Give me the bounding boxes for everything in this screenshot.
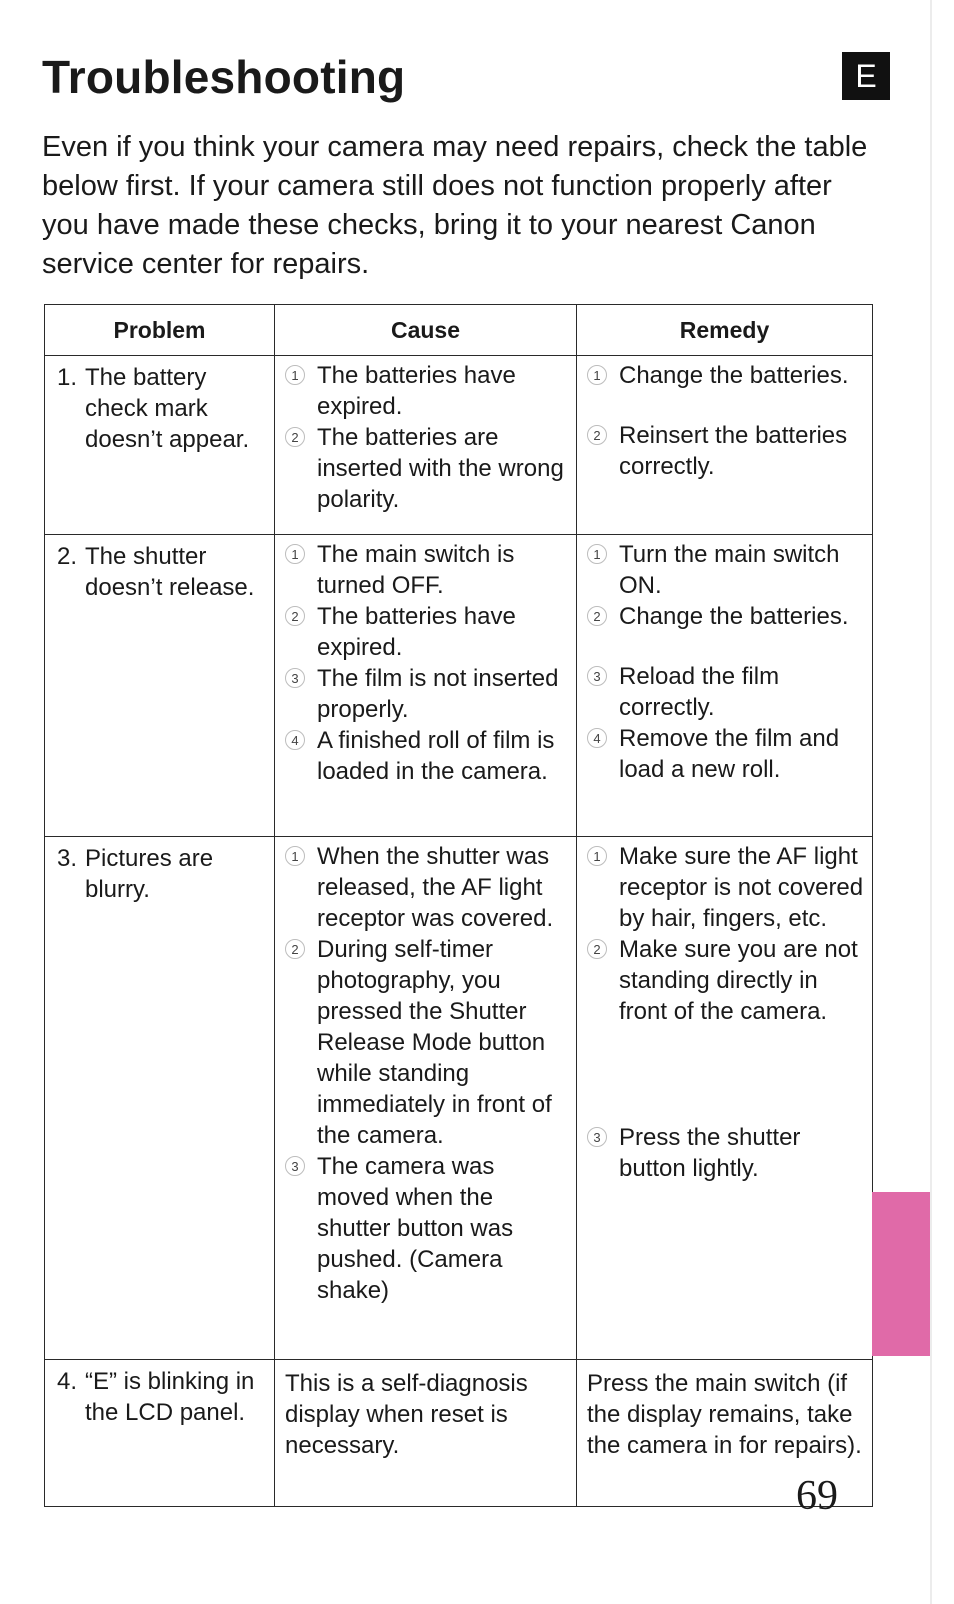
cause-text: When the shutter was released, the AF light receptor was covered. [317,843,554,932]
remedy-cell [577,837,873,1360]
cause-cell [275,837,577,1360]
cause-item [285,841,570,934]
circled-number-icon: 1 [285,365,305,385]
language-badge: E [842,52,890,100]
cause-cell [275,356,577,535]
cause-cell [275,535,577,837]
cause-item [285,601,570,663]
troubleshooting-table [44,304,873,1507]
table-row [45,837,873,1360]
cause-text: This is a self-diagnosis display when reset is necessary. [285,1370,528,1459]
circled-number-icon: 2 [285,427,305,447]
problem-text: Pictures are blurry. [85,845,214,903]
remedy-text: Change the batteries. [619,603,849,630]
remedy-item [587,934,866,1027]
cause-text: The main switch is turned OFF. [317,541,515,599]
problem-cell [45,837,275,1360]
header-cause: Cause [275,305,577,356]
remedy-text: Press the shutter button lightly. [619,1124,801,1182]
remedy-text: Remove the film and load a new roll. [619,725,840,783]
remedy-item [587,360,866,391]
remedy-text: Make sure you are not standing directly in front of the camera. [619,936,858,1025]
circled-number-icon: 2 [587,939,607,959]
remedy-item [587,661,866,723]
circled-number-icon: 2 [587,606,607,626]
problem-number: 4. [57,1368,78,1395]
page-title: Troubleshooting [42,51,406,103]
problem-number: 1. [57,364,78,391]
table-row [45,1360,873,1507]
cause-item [285,725,570,787]
cause-text: The batteries have expired. [317,362,516,420]
remedy-text: Reload the film correctly. [619,663,780,721]
remedy-item [587,539,866,601]
page-number: 69 [796,1473,838,1519]
cause-text: During self-timer photography, you pressed the Shutter Release Mode button while standing immediately in front of the camera. [317,936,552,1149]
circled-number-icon: 1 [285,846,305,866]
cause-item [285,360,570,422]
remedy-text: Change the batteries. [619,362,849,389]
cause-text: The camera was moved when the shutter button was pushed. (Camera shake) [317,1153,514,1304]
problem-number: 3. [57,845,78,872]
remedy-item [587,723,866,785]
remedy-text: Press the main switch (if the display remains, take the camera in for repairs). [587,1370,862,1459]
cause-item [285,539,570,601]
cause-text: The film is not inserted properly. [317,665,559,723]
cause-item [285,663,570,725]
table-row [45,535,873,837]
remedy-item [587,841,866,934]
cause-item [285,1151,570,1306]
circled-number-icon: 2 [285,606,305,626]
remedy-text: Make sure the AF light receptor is not covered by hair, fingers, etc. [619,843,864,932]
remedy-item [587,420,866,482]
circled-number-icon: 4 [285,730,305,750]
circled-number-icon: 1 [587,544,607,564]
circled-number-icon: 2 [587,425,607,445]
header-problem: Problem [45,305,275,356]
circled-number-icon: 3 [285,1156,305,1176]
circled-number-icon: 3 [587,666,607,686]
header-remedy: Remedy [577,305,873,356]
table-row [45,356,873,535]
circled-number-icon: 2 [285,939,305,959]
circled-number-icon: 4 [587,728,607,748]
remedy-text: Turn the main switch ON. [619,541,840,599]
page-edge-divider [930,0,932,1604]
section-color-tab [872,1192,932,1356]
problem-text: The battery check mark doesn’t appear. [85,364,250,453]
table-header-row [45,305,873,356]
problem-cell [45,535,275,837]
circled-number-icon: 3 [587,1127,607,1147]
problem-text: “E” is blinking in the LCD panel. [85,1368,255,1426]
cause-cell [275,1360,577,1507]
remedy-item [587,601,866,632]
circled-number-icon: 3 [285,668,305,688]
remedy-text: Reinsert the batteries correctly. [619,422,848,480]
problem-text: The shutter doesn’t release. [85,543,255,601]
problem-number: 2. [57,543,78,570]
remedy-item [587,1122,866,1184]
problem-cell [45,356,275,535]
cause-text: The batteries are inserted with the wrong polarity. [317,424,564,513]
remedy-cell [577,535,873,837]
circled-number-icon: 1 [587,846,607,866]
cause-item [285,934,570,1151]
cause-text: The batteries have expired. [317,603,516,661]
cause-text: A finished roll of film is loaded in the camera. [317,727,555,785]
problem-cell [45,1360,275,1507]
circled-number-icon: 1 [587,365,607,385]
remedy-cell [577,356,873,535]
circled-number-icon: 1 [285,544,305,564]
intro-paragraph: Even if you think your camera may need repairs, check the table below first. If your camera still does not function properly after you have made these checks, bring it to your nearest Canon service center for repairs. [42,131,868,280]
cause-item [285,422,570,515]
